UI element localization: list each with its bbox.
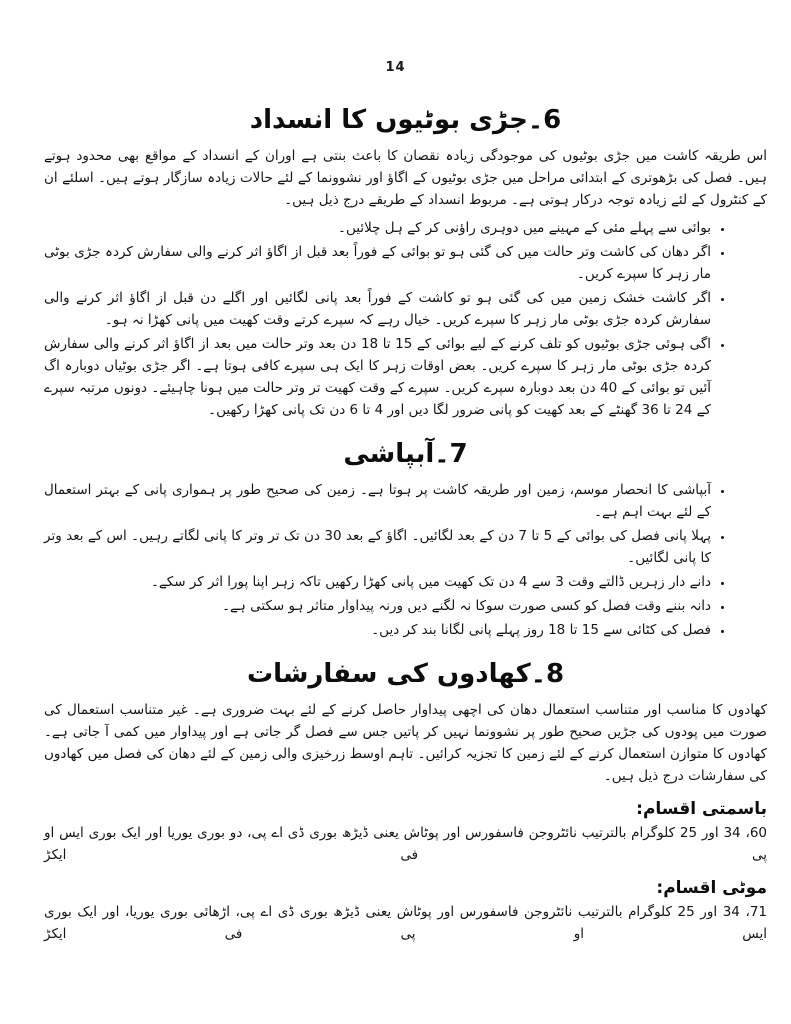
bullet-item: • دانے دار زہریں ڈالتے وقت 3 سے 4 دن تک کھیت میں پانی کھڑا رکھیں تاکہ زہر اپنا پورا اثر کر سکے۔ — [44, 571, 711, 593]
weed-intro-paragraph: اس طریقہ کاشت میں جڑی بوٹیوں کی موجودگی زیادہ نقصان کا باعث بنتی ہے اوران کے انسداد کے مواقع بھی محدود ہوتے ہیں۔ فصل کی بڑھوتری کے ابتدائی مراحل میں جڑی بوٹیوں کے اگاؤ اور نشوونما کے لئے حالات زیادہ سازگار ہوتے ہیں۔ اسلئے ان کے کنٹرول کے لئے زیادہ توجہ درکار ہوتی ہے۔ مربوط انسداد کے طریقے درج ذیل ہیں۔ — [44, 148, 767, 208]
bullet-item: • بوائی سے پہلے مئی کے مہینے میں دوہری راؤنی کر کے ہل چلائیں۔ — [44, 217, 711, 239]
bullet-item: • دانہ بننے وقت فصل کو کسی صورت سوکا نہ لگنے دیں ورنہ پیداوار متاثر ہو سکتی ہے۔ — [44, 595, 711, 617]
page-content — [0, 75, 791, 945]
bullet-item: • پہلا پانی فصل کی بوائی کے 5 تا 7 دن کے بعد لگائیں۔ اگاؤ کے بعد 30 دن تک تر وتر کا پانی لگاتے رہیں۔ اس کے بعد وتر کا پانی لگائیں۔ — [44, 525, 711, 569]
weed-bullet-list — [44, 217, 767, 421]
basmati-varieties-label: باسمتی اقسام: — [636, 799, 767, 819]
bullet-item: • فصل کی کٹائی سے 15 تا 18 روز پہلے پانی لگانا بند کر دیں۔ — [44, 619, 711, 641]
bullet-item: • اگر کاشت خشک زمین میں کی گئی ہو تو کاشت کے فوراً بعد پانی لگائیں اور اگلے دن قبل از اگاؤ اثر کرنے والی سفارش کردہ جڑی بوٹی مار زہر کا سپرے کریں۔ خیال رہے کہ سپرے کرتے وقت کھیت میں پانی کھڑا نہ ہو۔ — [44, 287, 711, 331]
irrigation-bullet-list — [44, 479, 767, 641]
page-number: 14 — [385, 60, 406, 75]
basmati-recommendation: 60، 34 اور 25 کلوگرام بالترتیب نائٹروجن فاسفورس اور پوٹاش یعنی ڈیڑھ بوری ڈی اے پی، دو بوری یوریا اور ایک بوری ایس او پی فی ایکڑ — [44, 825, 768, 863]
moti-recommendation: 71، 34 اور 25 کلوگرام بالترتیب نائٹروجن فاسفورس اور پوٹاش یعنی ڈیڑھ بوری ڈی اے پی، اڑھائی بوری یوریا، اور ایک بوری ایس او پی فی ایکڑ — [44, 904, 768, 942]
fertilizer-section-heading: 8۔کھادوں کی سفارشات — [246, 659, 565, 689]
bullet-item: • اگی ہوئی جڑی بوٹیوں کو تلف کرنے کے لیے بوائی کے 15 تا 18 دن بعد وتر حالت میں بعد از اگاؤ اثر کرنے والی سفارش کردہ جڑی بوٹی مار زہر کا سپرے کریں۔ بعض اوقات زہر کا ایک ہی سپرے کافی ہوتا ہے۔ اگر جڑی بوٹیاں دوبارہ اگ آئیں تو بوائی کے 40 دن بعد دوبارہ سپرے کریں۔ سپرے کے وقت کھیت تر وتر حالت میں ہونا چاہیئے۔ دونوں مرتبہ سپرے کے 24 تا 36 گھنٹے کے بعد کھیت کو پانی ضرور لگا دیں اور 4 تا 6 دن تک پانی کھڑا رکھیں۔ — [44, 333, 711, 421]
bullet-item: • اگر دھان کی کاشت وتر حالت میں کی گئی ہو تو بوائی کے فوراً بعد قبل از اگاؤ اثر کرنے والی سفارش کردہ جڑی بوٹی مار زہر کا سپرے کریں۔ — [44, 241, 711, 285]
fertilizer-intro-paragraph: کھادوں کا مناسب اور متناسب استعمال دھان کی اچھی پیداوار حاصل کرنے کے لئے بہت ضروری ہے۔ غیر متناسب استعمال کی صورت میں پودوں کی جڑیں صحیح طور پر نشوونما نہیں کر پاتیں جس سے فصل گر جاتی ہے اور پیداوار میں کمی آ جاتی ہے۔ کھادوں کا متوازن استعمال کرنے کے لئے زمین کا تجزیہ کرائیں۔ تاہم اوسط زرخیزی والی زمین کے لئے دھان کی فصل میں کھادوں کی سفارشات درج ذیل ہیں۔ — [44, 702, 767, 784]
bullet-item: • آبپاشی کا انحصار موسم، زمین اور طریقہ کاشت پر ہوتا ہے۔ زمین کی صحیح طور پر ہمواری پانی کے بہتر استعمال کے لئے بہت اہم ہے۔ — [44, 479, 711, 523]
weed-section-heading: 6۔جڑی بوٹیوں کا انسداد — [249, 105, 562, 135]
irrigation-section-heading: 7۔آبپاشی — [343, 439, 468, 469]
moti-varieties-label: موٹی اقسام: — [656, 878, 767, 898]
